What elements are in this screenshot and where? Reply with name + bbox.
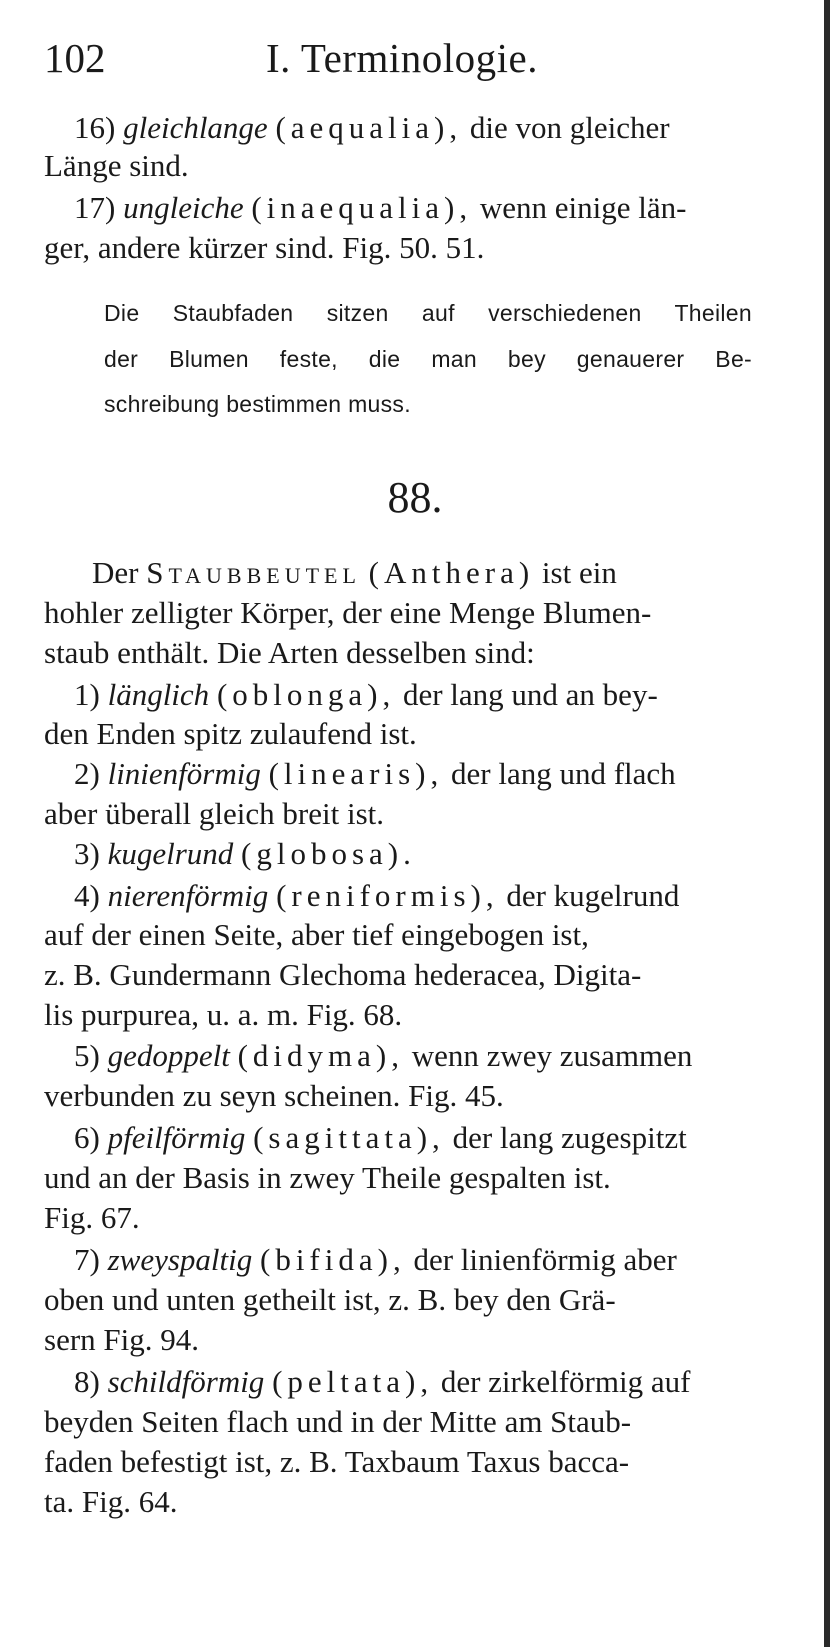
- intro-line-3: staub enthält. Die Arten desselben sind:: [44, 635, 535, 670]
- item-term: gedoppelt: [107, 1038, 230, 1073]
- item-term: nierenförmig: [107, 878, 269, 913]
- item-latin: (peltata),: [272, 1364, 434, 1399]
- anther-item-continuation: oben und unten getheilt ist, z. B. bey den Grä-: [44, 1282, 616, 1317]
- anther-item-continuation: und an der Basis in zwey Theile gespalten ist.: [44, 1160, 611, 1195]
- anther-item: [44, 1120, 794, 1156]
- item-description: der linienförmig aber: [413, 1242, 677, 1277]
- item-number: 3): [74, 836, 100, 871]
- anther-item-continuation: auf der einen Seite, aber tief eingebogen ist,: [44, 917, 589, 952]
- anther-item-continuation: sern Fig. 94.: [44, 1322, 199, 1357]
- page-edge-shadow: [824, 0, 830, 1647]
- anther-item-continuation: z. B. Gundermann Glechoma hederacea, Digita-: [44, 957, 642, 992]
- note-line: Die Staubfaden sitzen auf verschiedenen Theilen: [104, 300, 752, 326]
- anther-item: [44, 836, 794, 872]
- item-latin: (bifida),: [260, 1242, 406, 1277]
- item-latin: (inaequalia),: [251, 190, 473, 225]
- item-description: der kugelrund: [506, 878, 680, 913]
- running-header: [44, 34, 804, 86]
- item-term: schildförmig: [107, 1364, 265, 1399]
- item-description: der zirkelförmig auf: [440, 1364, 691, 1399]
- item-number: 6): [74, 1120, 100, 1155]
- anther-item-continuation: den Enden spitz zulaufend ist.: [44, 716, 417, 751]
- item-description: der lang zugespitzt: [452, 1120, 687, 1155]
- page-number: 102: [44, 35, 106, 81]
- anther-item-continuation: aber überall gleich breit ist.: [44, 796, 385, 831]
- intro-line-1: Der Staubbeutel (Anthera) ist ein: [92, 555, 617, 590]
- item-latin: (didyma),: [237, 1038, 404, 1073]
- anther-item-continuation: lis purpurea, u. a. m. Fig. 68.: [44, 997, 403, 1032]
- anther-item-continuation: Fig. 67.: [44, 1200, 140, 1235]
- anther-item-continuation: faden befestigt ist, z. B. Taxbaum Taxus bacca-: [44, 1444, 630, 1479]
- intro-term: Staubbeutel: [146, 555, 361, 590]
- running-title: I. Terminologie.: [266, 35, 538, 81]
- item-term: kugelrund: [107, 836, 234, 871]
- item-latin: (oblonga),: [216, 677, 396, 712]
- item-term: linienförmig: [107, 756, 261, 791]
- item-term: ungleiche: [123, 190, 244, 225]
- note-line: schreibung bestimmen muss.: [104, 391, 411, 417]
- stamen-item-16: 16) gleichlange (aequalia), die von gleicher: [74, 110, 670, 145]
- stamen-item-17: 17) ungleiche (inaequalia), wenn einige län-: [74, 190, 687, 225]
- item-term: pfeilförmig: [107, 1120, 246, 1155]
- intro-latin: (Anthera): [368, 555, 535, 590]
- item-description: der lang und flach: [451, 756, 676, 791]
- anther-item: [44, 756, 794, 792]
- item-number: 4): [74, 878, 100, 913]
- anther-item-continuation: ta. Fig. 64.: [44, 1484, 178, 1519]
- item-term: länglich: [107, 677, 210, 712]
- anther-item: [44, 1038, 794, 1074]
- item-number: 7): [74, 1242, 100, 1277]
- intro-line-2: hohler zelligter Körper, der eine Menge Blumen-: [44, 595, 652, 630]
- item-number: 5): [74, 1038, 100, 1073]
- item-latin: (linearis),: [268, 756, 444, 791]
- item-latin: (reniformis),: [276, 878, 499, 913]
- item-latin: (aequalia),: [275, 110, 463, 145]
- anther-item: [44, 1242, 794, 1278]
- anther-item: [44, 878, 794, 914]
- section-number: 88.: [387, 473, 443, 522]
- stamen-item-16-continuation: Länge sind.: [44, 148, 189, 183]
- anther-item: [44, 677, 794, 713]
- item-term: gleichlange: [123, 110, 268, 145]
- item-latin: (sagittata),: [253, 1120, 445, 1155]
- stamen-item-17-continuation: ger, andere kürzer sind. Fig. 50. 51.: [44, 230, 485, 265]
- anther-item-continuation: verbunden zu seyn scheinen. Fig. 45.: [44, 1078, 504, 1113]
- item-description: wenn zwey zusammen: [411, 1038, 693, 1073]
- item-number: 8): [74, 1364, 100, 1399]
- anther-item-continuation: beyden Seiten flach und in der Mitte am Staub-: [44, 1404, 632, 1439]
- item-number: 1): [74, 677, 100, 712]
- note-line: der Blumen feste, die man bey genauerer Be-: [104, 346, 752, 372]
- item-term: zweyspaltig: [107, 1242, 253, 1277]
- item-description: der lang und an bey-: [402, 677, 658, 712]
- item-number: 2): [74, 756, 100, 791]
- item-latin: (globosa).: [241, 836, 416, 871]
- anther-item: [44, 1364, 794, 1400]
